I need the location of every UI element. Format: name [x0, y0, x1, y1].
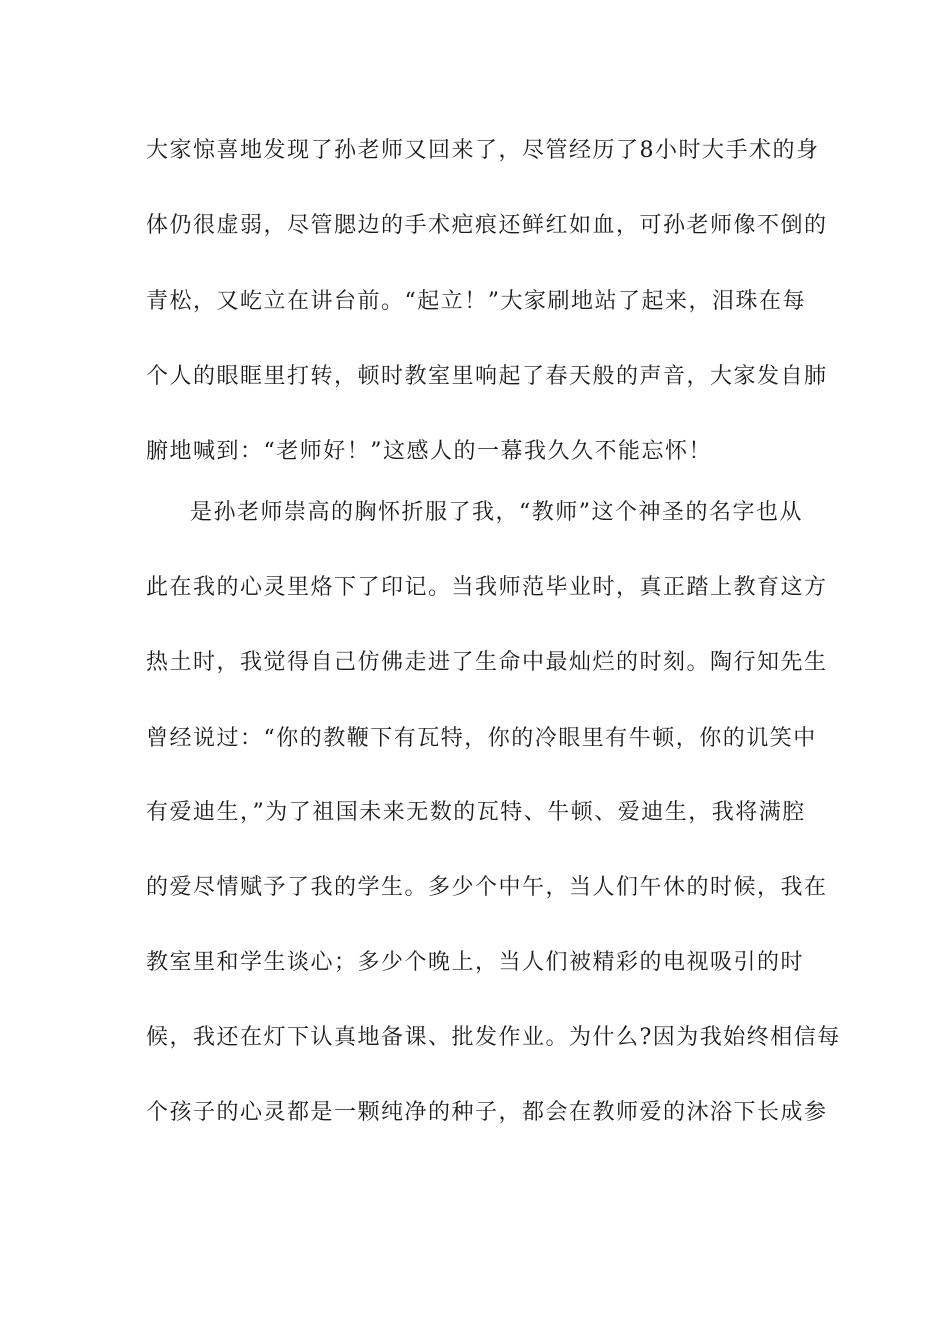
text-line-11: 的爱尽情赋予了我的学生。多少个中午，当人们午休的时候，我在 [146, 875, 828, 900]
text-line-13: 候，我还在灯下认真地备课、批发作业。为什么?因为我始终相信每 [146, 1025, 841, 1050]
text-line-3: 青松，又屹立在讲台前。“起立！”大家刷地站了起来，泪珠在每 [146, 289, 806, 314]
text-line-4: 个人的眼眶里打转，顿时教室里响起了春天般的声音，大家发自肺 [146, 364, 828, 389]
paragraph-start-line: 是孙老师崇高的胸怀折服了我，“教师”这个神圣的名字也从 [190, 500, 803, 525]
text-line-12: 教室里和学生谈心；多少个晚上，当人们被精彩的电视吸引的时 [146, 950, 805, 975]
text-line-1: 大家惊喜地发现了孙老师又回来了，尽管经历了8小时大手术的身 [146, 138, 820, 163]
text-line-2: 体仍很虚弱，尽管腮边的手术疤痕还鲜红如血，可孙老师像不倒的 [146, 213, 828, 238]
text-line-8: 热土时，我觉得自己仿佛走进了生命中最灿烂的时刻。陶行知先生 [146, 650, 828, 675]
text-line-7: 此在我的心灵里烙下了印记。当我师范毕业时，真正踏上教育这方 [146, 575, 828, 600]
text-line-10: 有爱迪生，”为了祖国未来无数的瓦特、牛顿、爱迪生，我将满腔 [146, 800, 806, 825]
text-line-14: 个孩子的心灵都是一颗纯净的种子，都会在教师爱的沐浴下长成参 [146, 1100, 828, 1125]
text-line-9: 曾经说过：“你的教鞭下有瓦特，你的冷眼里有牛顿，你的讥笑中 [146, 726, 817, 751]
text-line-5: 腑地喊到：“老师好！”这感人的一幕我久久不能忘怀！ [146, 439, 712, 464]
